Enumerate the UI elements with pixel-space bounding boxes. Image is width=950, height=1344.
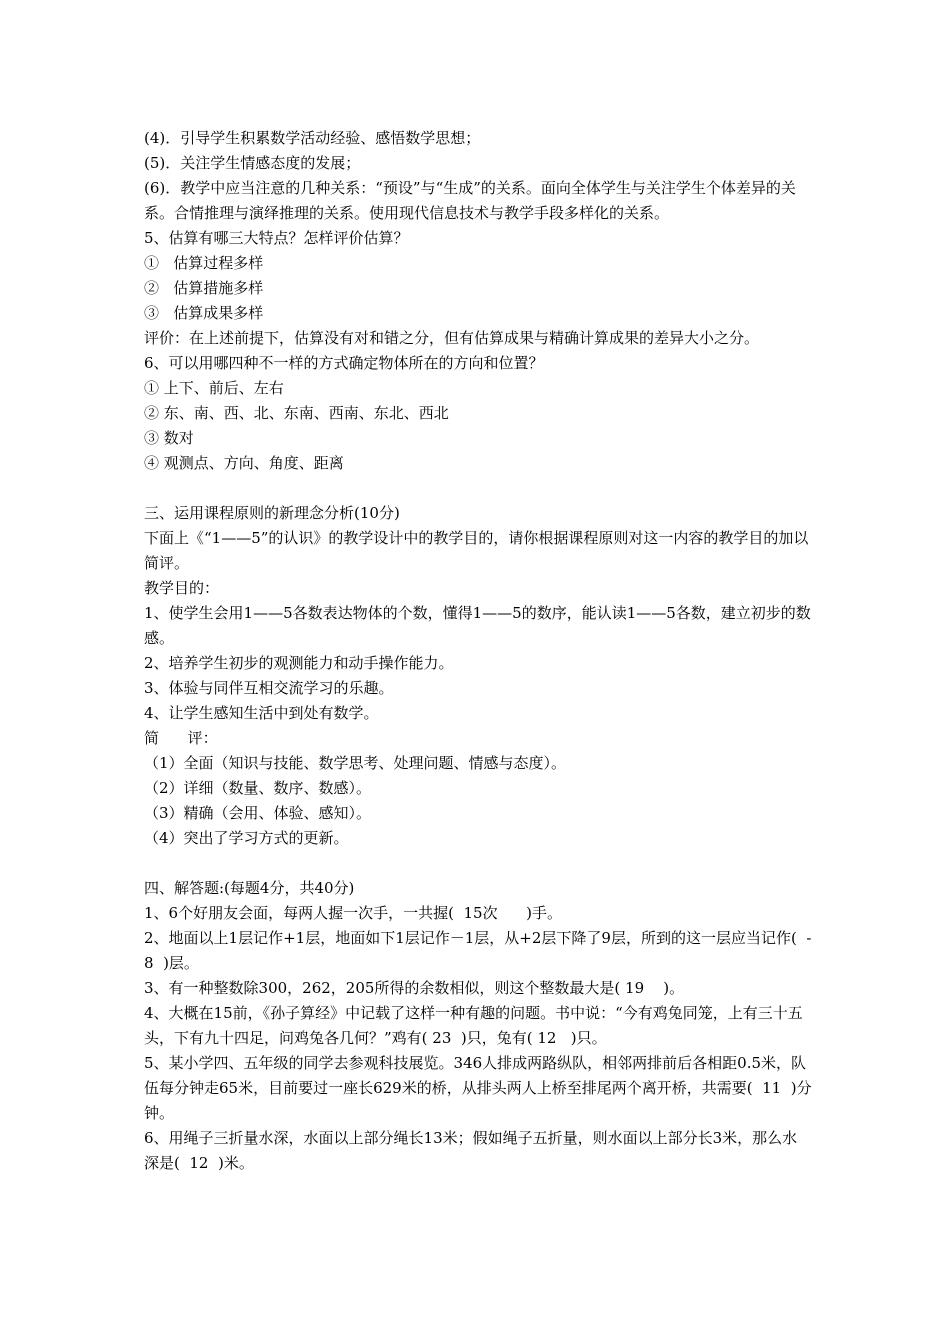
- question-5-evaluation: 评价：在上述前提下，估算没有对和错之分，但有估算成果与精确计算成果的差异大小之分。: [144, 329, 760, 347]
- section-three-intro: 下面上《“1——5”的认识》的教学设计中的教学目的，请你根据课程原则对这一内容的教学目的加以简评。: [144, 529, 809, 572]
- question-5-point-2: ② 估算措施多样: [144, 279, 264, 297]
- question-6: 6、可以用哪四种不一样的方式确定物体所在的方向和位置？: [144, 354, 544, 372]
- question-6-point-3: ③ 数对: [144, 429, 194, 447]
- answer-question-5: 5、某小学四、五年级的同学去参观科技展览。346人排成两路纵队，相邻两排前后各相距0.5米，队伍每分钟走65米，目前要过一座长629米的桥，从排头两人上桥至排尾两个离开桥，共需要( 11 )分钟。: [144, 1054, 812, 1122]
- goal-1: 1、使学生会用1——5各数表达物体的个数，懂得1——5的数序，能认读1——5各数，建立初步的数感。: [144, 604, 811, 647]
- question-5-point-3: ③ 估算成果多样: [144, 304, 264, 322]
- goal-4: 4、让学生感知生活中到处有数学。: [144, 704, 379, 722]
- answer-question-2: 2、地面以上1层记作+1层，地面如下1层记作－1层，从+2层下降了9层，所到的这一层应当记作( -8 )层。: [144, 929, 812, 972]
- review-1: （1）全面（知识与技能、数学思考、处理问题、情感与态度）。: [144, 754, 567, 772]
- answer-question-3: 3、有一种整数除300，262，205所得的余数相似，则这个整数最大是( 19 )。: [144, 979, 685, 997]
- goals-heading: 教学目的：: [144, 579, 220, 597]
- item-6: (6)．教学中应当注意的几种关系：“预设”与“生成”的关系。面向全体学生与关注学生个体差异的关系。合情推理与演绎推理的关系。使用现代信息技术与教学手段多样化的关系。: [144, 179, 796, 222]
- review-heading: 简 评：: [144, 729, 218, 747]
- goal-2: 2、培养学生初步的观测能力和动手操作能力。: [144, 654, 454, 672]
- spacer: [144, 476, 812, 501]
- item-5: (5)．关注学生情感态度的发展；: [144, 154, 361, 172]
- answer-question-4: 4、大概在15前，《孙子算经》中记载了这样一种有趣的问题。书中说：“今有鸡兔同笼，上有三十五头，下有九十四足，问鸡兔各几何？”鸡有( 23 )只，兔有( 12 )只。: [144, 1004, 803, 1047]
- item-4: (4)．引导学生积累数学活动经验、感悟数学思想；: [144, 129, 481, 147]
- question-6-point-1: ① 上下、前后、左右: [144, 379, 284, 397]
- goal-3: 3、体验与同伴互相交流学习的乐趣。: [144, 679, 394, 697]
- answer-question-1: 1、6个好朋友会面，每两人握一次手，一共握( 15次 )手。: [144, 904, 563, 922]
- section-three-title: 三、运用课程原则的新理念分析(10分): [144, 504, 400, 522]
- question-5: 5、估算有哪三大特点？怎样评价估算？: [144, 229, 409, 247]
- review-3: （3）精确（会用、体验、感知）。: [144, 804, 372, 822]
- document-page: [144, 126, 812, 1176]
- review-4: （4）突出了学习方式的更新。: [144, 829, 349, 847]
- spacer: [144, 851, 812, 876]
- question-5-point-1: ① 估算过程多样: [144, 254, 264, 272]
- question-6-point-4: ④ 观测点、方向、角度、距离: [144, 454, 344, 472]
- question-6-point-2: ② 东、南、西、北、东南、西南、东北、西北: [144, 404, 449, 422]
- answer-question-6: 6、用绳子三折量水深，水面以上部分绳长13米；假如绳子五折量，则水面以上部分长3米，那么水深是( 12 )米。: [144, 1129, 798, 1172]
- section-four-title: 四、解答题:(每题4分，共40分): [144, 879, 355, 897]
- review-2: （2）详细（数量、数序、数感）。: [144, 779, 372, 797]
